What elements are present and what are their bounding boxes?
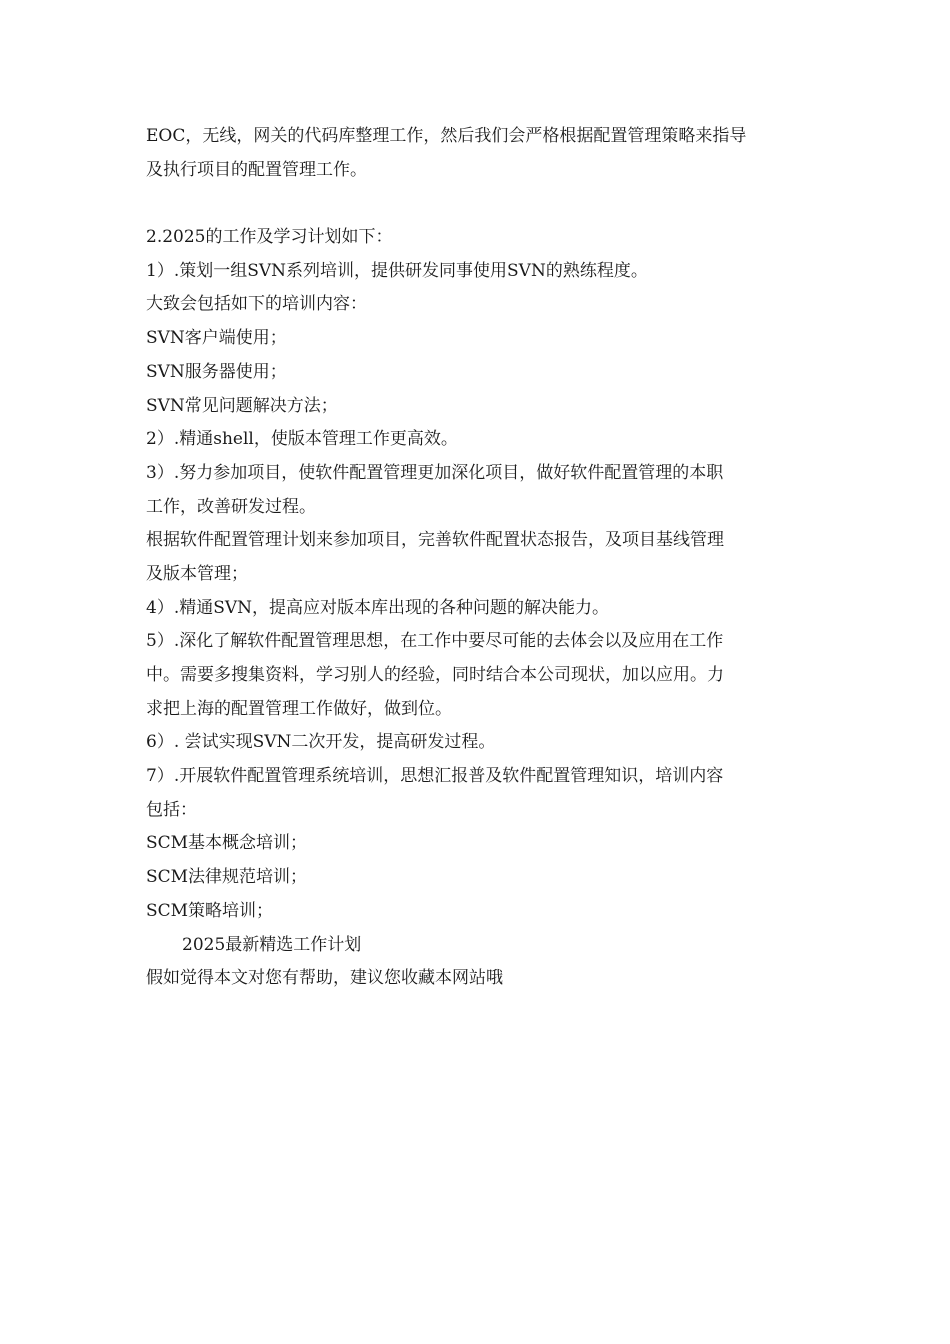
blank-line xyxy=(146,187,816,221)
list-item: SCM法律规范培训； xyxy=(146,867,308,888)
list-item: SVN常见问题解决方法； xyxy=(146,395,338,416)
paragraph-line: 包括： xyxy=(146,799,197,820)
list-item: SCM基本概念培训； xyxy=(146,833,308,854)
list-item: SVN服务器使用； xyxy=(146,361,287,382)
plan-item-5: 5）.深化了解软件配置管理思想，在工作中要尽可能的去体会以及应用在工作 xyxy=(146,631,724,652)
plan-item-4: 4）.精通SVN，提高应对版本库出现的各种问题的解决能力。 xyxy=(146,597,610,618)
list-item: SCM策略培训； xyxy=(146,900,274,921)
list-item: SVN客户端使用； xyxy=(146,328,287,349)
paragraph-line: 求把上海的配置管理工作做好，做到位。 xyxy=(146,698,452,719)
plan-item-1: 1）.策划一组SVN系列培训，提供研发同事使用SVN的熟练程度。 xyxy=(146,260,648,281)
paragraph-line: 及执行项目的配置管理工作。 xyxy=(146,159,367,180)
plan-item-6: 6）. 尝试实现SVN二次开发，提高研发过程。 xyxy=(146,732,496,753)
document-body xyxy=(146,120,816,996)
paragraph-line: 根据软件配置管理计划来参加项目，完善软件配置状态报告，及项目基线管理 xyxy=(146,530,724,551)
plan-item-3: 3）.努力参加项目，使软件配置管理更加深化项目，做好软件配置管理的本职 xyxy=(146,462,724,483)
footer-title: 2025最新精选工作计划 xyxy=(182,934,362,955)
footer-note: 假如觉得本文对您有帮助，建议您收藏本网站哦 xyxy=(146,968,503,989)
section-heading: 2.2025的工作及学习计划如下： xyxy=(146,227,393,248)
paragraph-line: EOC，无线，网关的代码库整理工作，然后我们会严格根据配置管理策略来指导 xyxy=(146,126,747,146)
plan-item-7: 7）.开展软件配置管理系统培训，思想汇报普及软件配置管理知识，培训内容 xyxy=(146,766,724,787)
paragraph-line: 及版本管理； xyxy=(146,563,248,584)
paragraph-line: 工作，改善研发过程。 xyxy=(146,496,316,517)
paragraph-line: 中。需要多搜集资料，学习别人的经验，同时结合本公司现状，加以应用。力 xyxy=(146,665,724,685)
paragraph-line: 大致会包括如下的培训内容： xyxy=(146,294,367,315)
plan-item-2: 2）.精通shell，使版本管理工作更高效。 xyxy=(146,429,458,450)
